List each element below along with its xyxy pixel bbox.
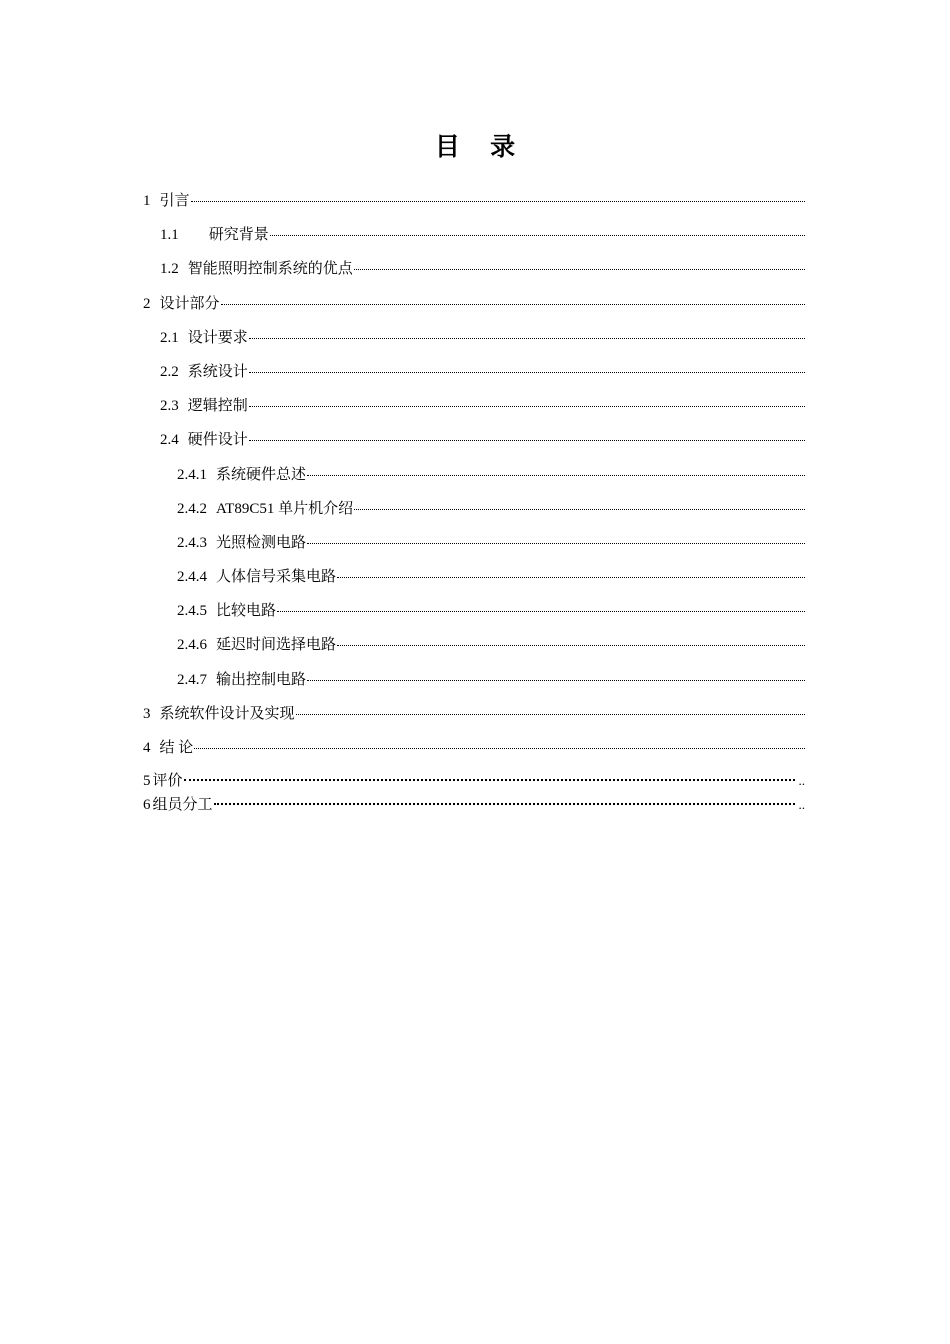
dot-leader [307, 680, 805, 681]
dot-leader [221, 304, 805, 305]
toc-entry-number: 2.1 [160, 329, 179, 346]
toc-entry-title: 智能照明控制系统的优点 [187, 261, 353, 278]
toc-entry-number: 2.4.6 [177, 637, 207, 654]
toc-entry[interactable] [143, 460, 805, 494]
toc-entry-title: 结 论 [159, 740, 194, 756]
toc-entry-title: 研究背景 [208, 227, 269, 244]
toc-entry-title: 系统软件设计及实现 [159, 705, 295, 722]
table-of-contents [143, 186, 805, 817]
toc-entry[interactable] [143, 793, 805, 817]
dot-leader [307, 543, 805, 544]
toc-entry-number: 2.4.3 [177, 534, 207, 551]
toc-entry[interactable] [143, 699, 805, 733]
dot-leader [214, 803, 795, 805]
dot-leader [277, 611, 805, 612]
toc-entry[interactable] [143, 596, 805, 630]
toc-entry-title: 系统设计 [187, 363, 248, 380]
toc-entry-title: 延迟时间选择电路 [216, 637, 337, 654]
toc-entry-number: 2.4.2 [177, 500, 207, 517]
toc-entry-title: 比较电路 [216, 603, 277, 620]
toc-entry-number: 1.1 [160, 227, 179, 244]
toc-entry[interactable] [143, 528, 805, 562]
toc-entry-number: 1.2 [160, 261, 179, 278]
toc-entry-title: 引言 [159, 193, 190, 209]
toc-entry-title: 评价 [152, 773, 183, 790]
toc-entry-title: 人体信号采集电路 [216, 569, 337, 586]
toc-entry[interactable] [143, 733, 805, 767]
toc-entry-number: 5 [143, 773, 151, 790]
dot-leader [184, 779, 795, 781]
toc-entry-title: 系统硬件总述 [216, 466, 307, 483]
dot-leader [191, 201, 805, 202]
toc-entry-tail: .. [798, 773, 805, 789]
toc-entry[interactable] [143, 289, 805, 323]
toc-entry-number: 2.4.4 [177, 569, 207, 586]
toc-entry-title: 光照检测电路 [216, 534, 307, 551]
toc-entry-tail: .. [798, 797, 805, 813]
dot-leader [307, 475, 805, 476]
toc-entry[interactable] [143, 254, 805, 288]
toc-entry-number: 4 [143, 740, 151, 756]
toc-entry[interactable] [143, 769, 805, 793]
toc-entry-number: 2 [143, 295, 151, 312]
page-title: 目 录 [434, 134, 528, 161]
toc-entry-number: 2.2 [160, 363, 179, 380]
toc-entry-title: 输出控制电路 [216, 671, 307, 688]
toc-entry[interactable] [143, 425, 805, 459]
toc-entry[interactable] [143, 357, 805, 391]
toc-entry-number: 2.4.5 [177, 603, 207, 620]
toc-entry-number: 2.4.7 [177, 671, 207, 688]
dot-leader [296, 714, 805, 715]
dot-leader [337, 645, 805, 646]
toc-entry-number: 6 [143, 797, 151, 814]
toc-entry-title: AT89C51 单片机介绍 [216, 500, 354, 517]
toc-entry-number: 2.4.1 [177, 466, 207, 483]
toc-entry-title: 逻辑控制 [187, 398, 248, 415]
toc-entry-title: 组员分工 [152, 797, 213, 814]
dot-leader [354, 509, 805, 510]
toc-entry-title: 硬件设计 [187, 432, 248, 449]
toc-entry[interactable] [143, 186, 805, 220]
toc-entry-number: 1 [143, 193, 151, 209]
toc-entry-title: 设计要求 [187, 329, 248, 346]
dot-leader [354, 269, 805, 270]
toc-entry-title: 设计部分 [159, 295, 220, 312]
toc-entry[interactable] [143, 562, 805, 596]
toc-entry-number: 2.3 [160, 398, 179, 415]
toc-entry[interactable] [143, 323, 805, 357]
dot-leader [249, 338, 805, 339]
dot-leader [337, 577, 805, 578]
dot-leader [249, 372, 805, 373]
dot-leader [270, 235, 805, 236]
dot-leader [249, 440, 805, 441]
toc-entry[interactable] [143, 391, 805, 425]
toc-entry-number: 2.4 [160, 432, 179, 449]
toc-entry[interactable] [143, 630, 805, 664]
dot-leader [194, 748, 805, 749]
toc-entry[interactable] [143, 220, 805, 254]
dot-leader [249, 406, 805, 407]
toc-entry[interactable] [143, 665, 805, 699]
toc-entry-number: 3 [143, 705, 151, 722]
toc-entry[interactable] [143, 494, 805, 528]
